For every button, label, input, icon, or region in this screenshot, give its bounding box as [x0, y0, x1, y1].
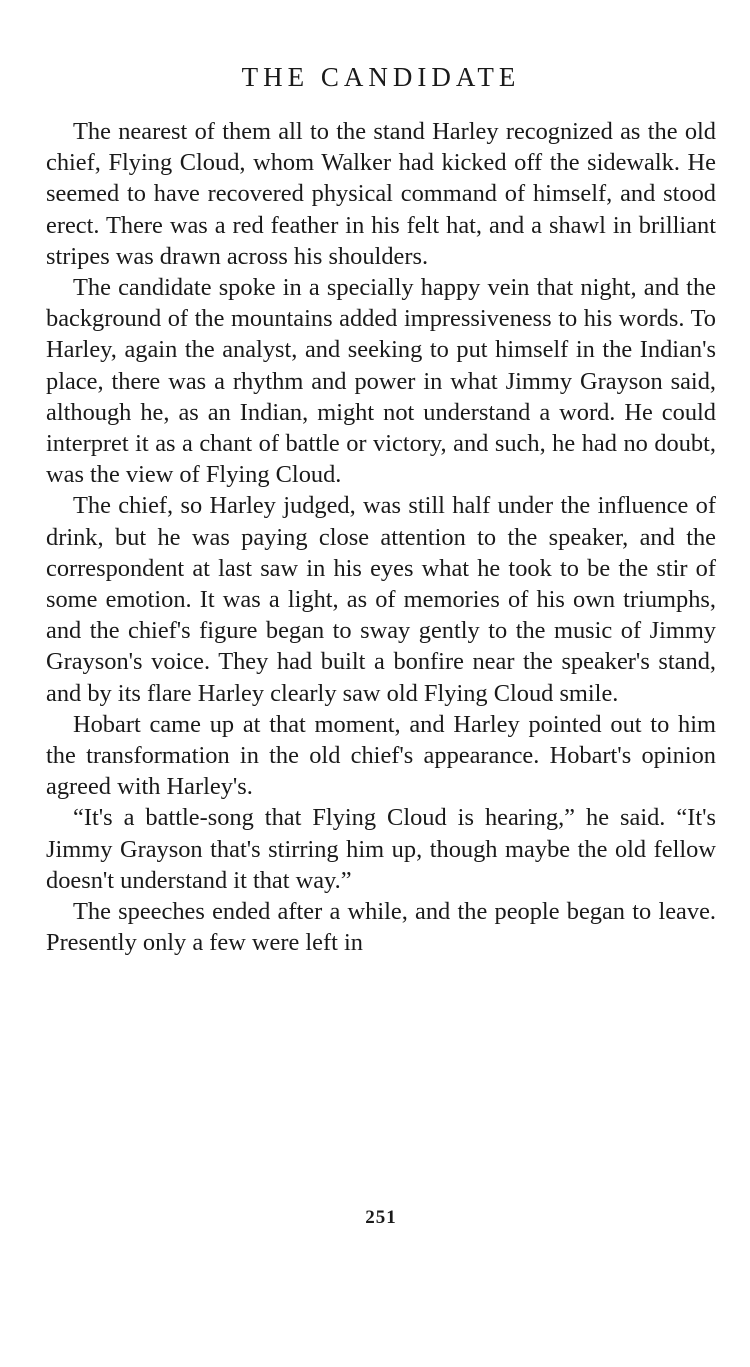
- paragraph-6: The speeches ended after a while, and the people began to leave. Presently only a few were left in: [46, 898, 716, 957]
- paragraph-3: The chief, so Harley judged, was still half under the influence of drink, but he was paying close attention to the speaker, and the correspondent at last saw in his eyes what he took to be the stir of some emotion. It was a light, as of memories of his own triumphs, and the chief's figure began to sway gently to the music of Jimmy Grayson's voice. They had built a bonfire near the speaker's stand, and by its flare Harley clearly saw old Flying Cloud smile.: [46, 492, 716, 707]
- running-head: THE CANDIDATE: [241, 62, 521, 92]
- paragraph-1: The nearest of them all to the stand Harley recognized as the old chief, Flying Cloud, whom Walker had kicked off the sidewalk. He seemed to have recovered physical command of himself, and stood erect. There was a red feather in his felt hat, and a shawl in brilliant stripes was drawn across his shoulders.: [46, 118, 716, 270]
- paragraph-5: “It's a battle-song that Flying Cloud is hearing,” he said. “It's Jimmy Grayson that's stirring him up, though maybe the old fellow doesn't understand it that way.”: [46, 804, 716, 894]
- paragraph-2: The candidate spoke in a specially happy vein that night, and the background of the mountains added impressiveness to his words. To Harley, again the analyst, and seeking to put himself in the Indian's place, there was a rhythm and power in what Jimmy Grayson said, although he, as an Indian, might not understand a word. He could interpret it as a chant of battle or victory, and such, he had no doubt, was the view of Flying Cloud.: [46, 274, 716, 489]
- paragraph-4: Hobart came up at that moment, and Harley pointed out to him the transformation in the old chief's appearance. Hobart's opinion agreed with Harley's.: [46, 710, 716, 801]
- body-text: [46, 116, 716, 958]
- page-number: 251: [365, 1207, 397, 1228]
